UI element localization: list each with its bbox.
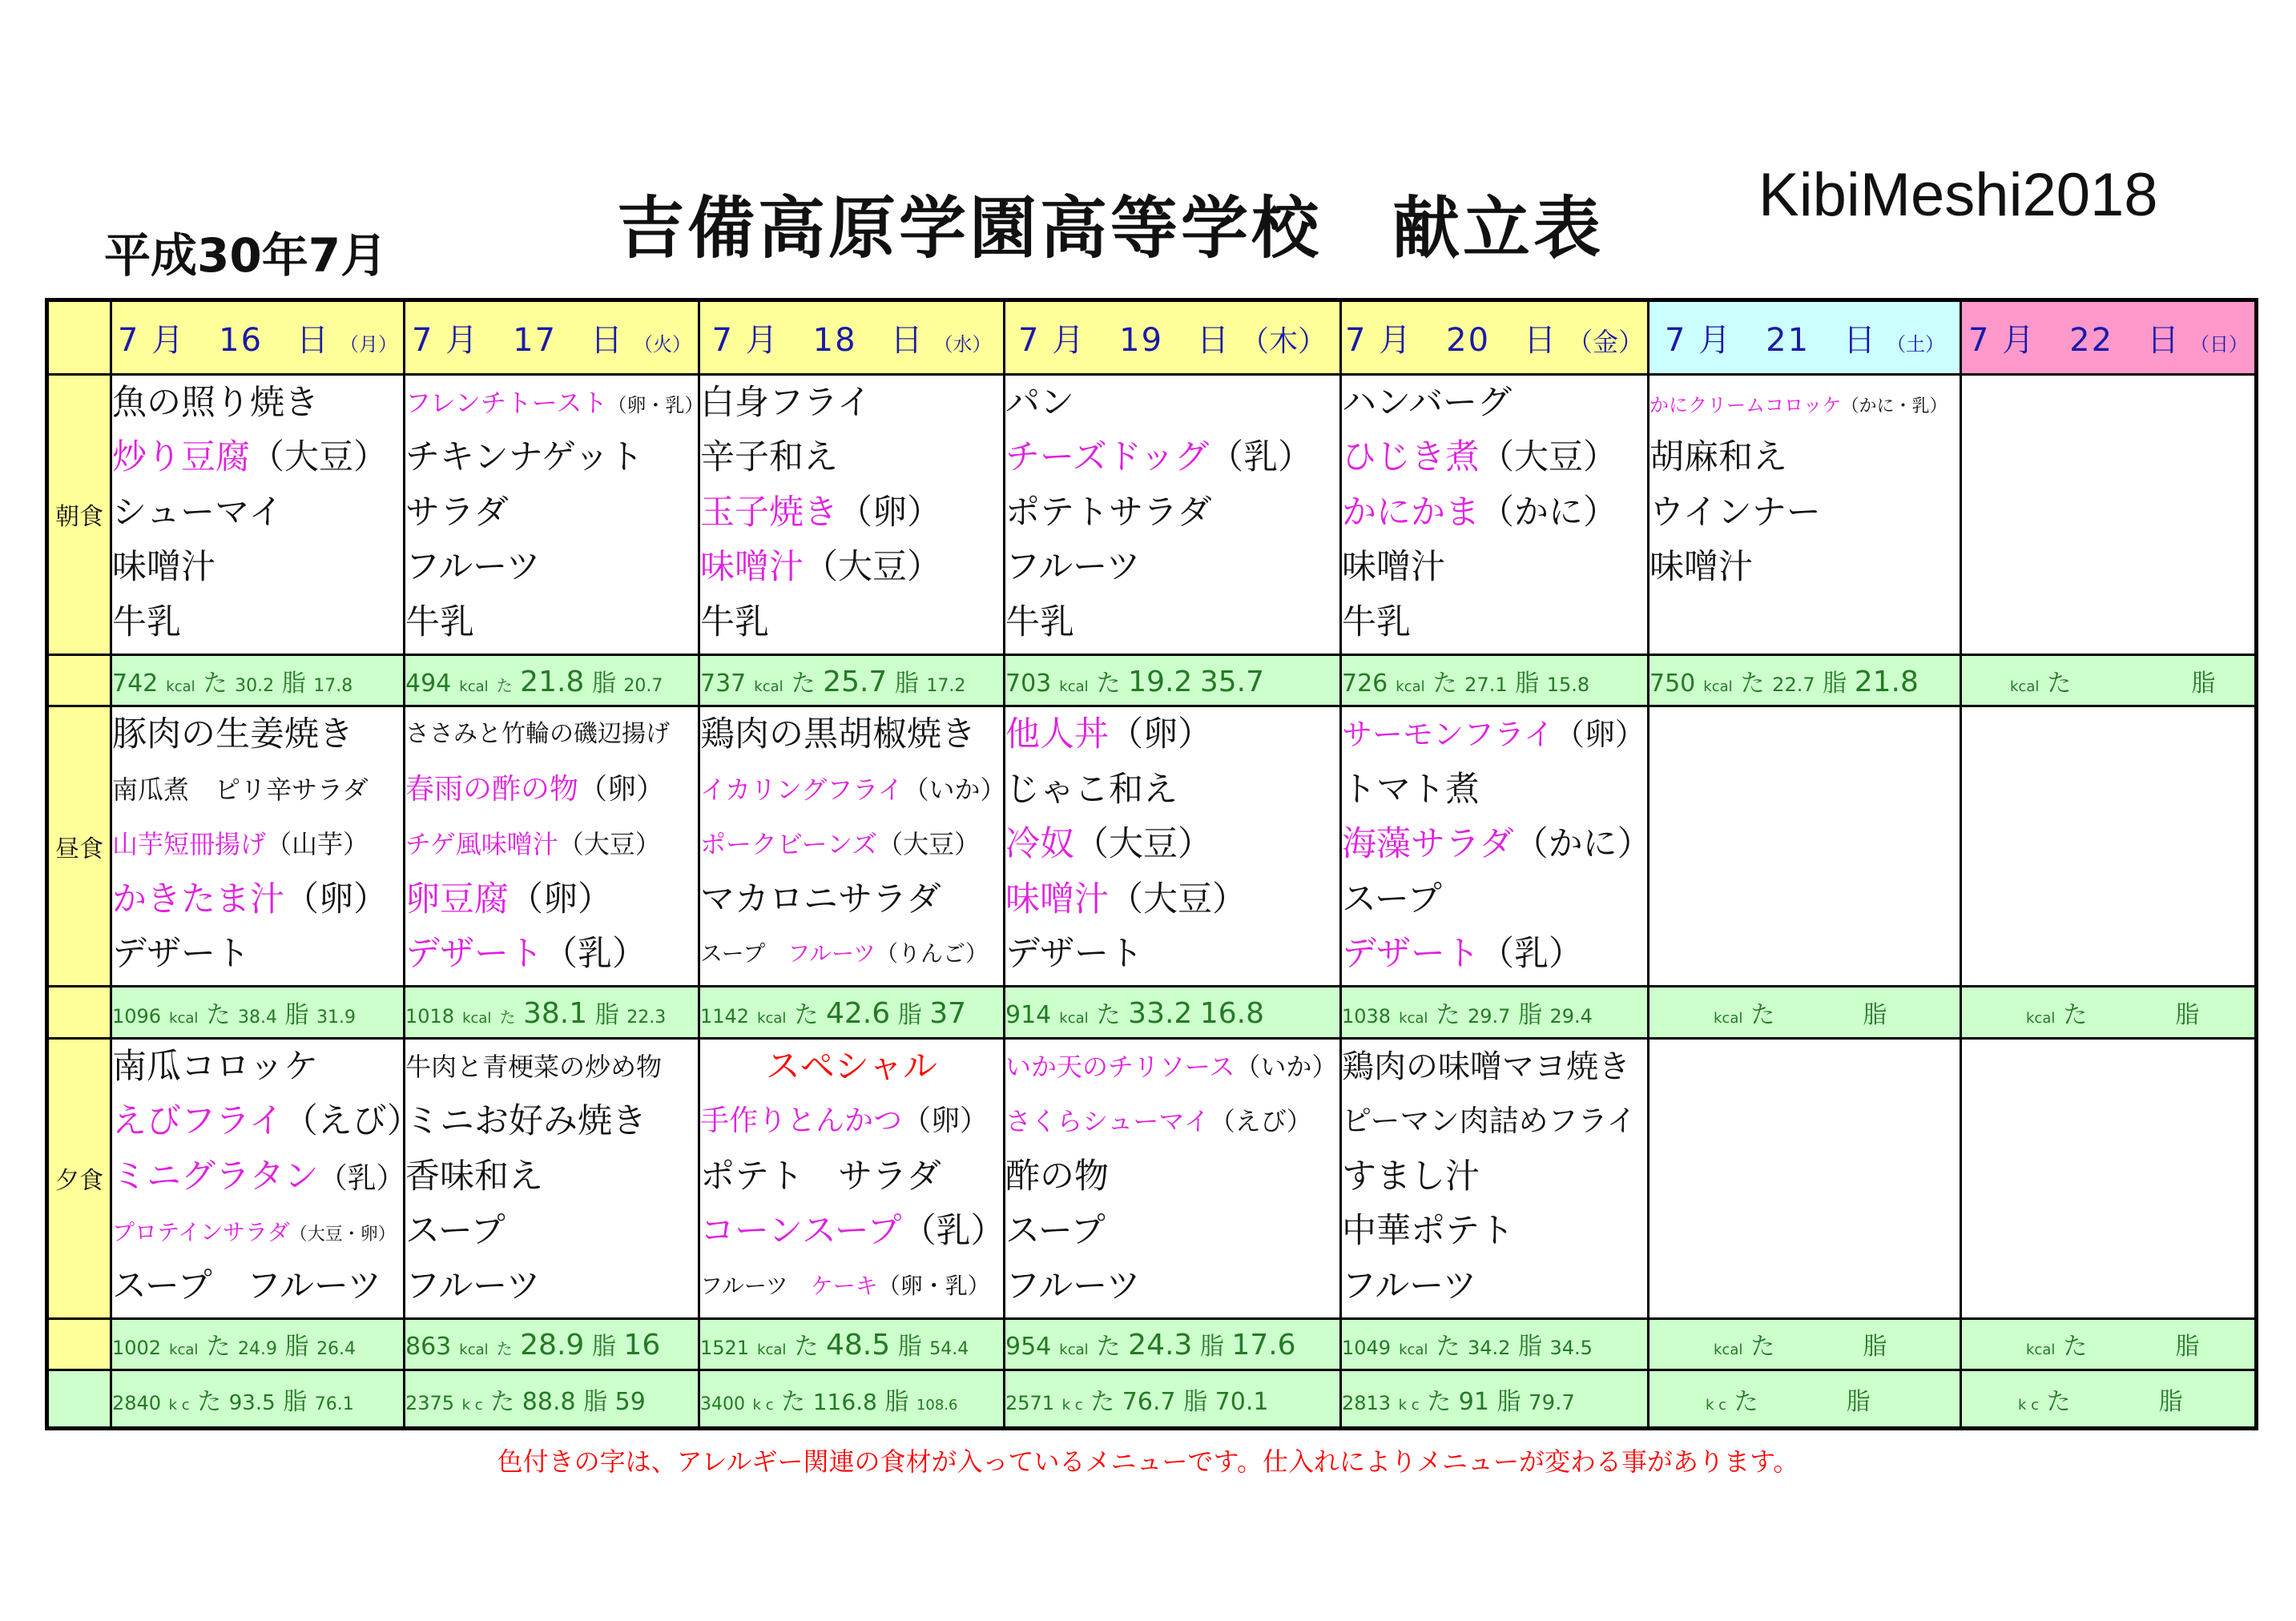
nutrition-cell: 726 kcal た 27.1 脂 15.8 [1341, 654, 1649, 706]
day-header-21: 7 月 21 日 （土） [1649, 300, 1961, 375]
nutrition-cell: 954 kcal た 24.3 脂 17.6 [1005, 1318, 1341, 1370]
total-cell: k c た 脂 [1961, 1370, 2257, 1429]
total-cell: 2840 k c た 93.5 脂 76.1 [111, 1370, 405, 1429]
lunch-nutrition-row [47, 987, 2257, 1039]
lunch-16: 豚肉の生姜焼き 南瓜煮 ピリ辛サラダ 山芋短冊揚げ（山芋） かきたま汁（卵） デザート [111, 706, 405, 987]
brand-logo-text: KibiMeshi2018 [1758, 161, 2158, 229]
nutrition-cell: 1096 kcal た 38.4 脂 31.9 [111, 987, 405, 1039]
breakfast-22 [1961, 374, 2257, 654]
nutrition-cell: 703 kcal た 19.2 35.7 [1005, 654, 1341, 706]
lunch-18: 鶏肉の黒胡椒焼き イカリングフライ（いか） ポークビーンズ（大豆） マカロニサラダ スープ フルーツ（りんご） [699, 706, 1005, 987]
day-header-16: 7 月 16 日 （月） [111, 300, 405, 375]
nutrition-cell: kcal た 脂 [1961, 987, 2257, 1039]
daily-total-row [47, 1370, 2257, 1429]
nutrition-cell: 1002 kcal た 24.9 脂 26.4 [111, 1318, 405, 1370]
day-header-19: 7 月 19 日 （木） [1005, 300, 1341, 375]
dinner-21 [1649, 1038, 1961, 1318]
dinner-18: スペシャル 手作りとんかつ（卵） ポテト サラダ コーンスープ（乳） フルーツ ケーキ（卵・乳） [699, 1038, 1005, 1318]
lunch-22 [1961, 706, 2257, 987]
total-cell: 2375 k c た 88.8 脂 59 [405, 1370, 699, 1429]
breakfast-17: フレンチトースト（卵・乳） チキンナゲット サラダ フルーツ 牛乳 [405, 374, 699, 654]
lunch-21 [1649, 706, 1961, 987]
dinner-22 [1961, 1038, 2257, 1318]
nutrition-cell: kcal た 脂 [1649, 1318, 1961, 1370]
menu-period: 平成30年7月 [104, 228, 388, 283]
dinner-17: 牛肉と青梗菜の炒め物 ミニお好み焼き 香味和え スープ フルーツ [405, 1038, 699, 1318]
lunch-20: サーモンフライ（卵） トマト煮 海藻サラダ（かに） スープ デザート（乳） [1341, 706, 1649, 987]
dinner-row [47, 1038, 2257, 1318]
day-header-17: 7 月 17 日 （火） [405, 300, 699, 375]
breakfast-18: 白身フライ 辛子和え 玉子焼き（卵） 味噌汁（大豆） 牛乳 [699, 374, 1005, 654]
total-cell: k c た 脂 [1649, 1370, 1961, 1429]
breakfast-21: かにクリームコロッケ（かに・乳） 胡麻和え ウインナー 味噌汁 [1649, 374, 1961, 654]
nutrition-cell: kcal た 脂 [1961, 1318, 2257, 1370]
nutrition-cell: 863 kcal た 28.9 脂 16 [405, 1318, 699, 1370]
lunch-label: 昼食 [47, 706, 111, 987]
date-header-row [47, 300, 2257, 375]
breakfast-nutrition-row [47, 654, 2257, 706]
dinner-label: 夕食 [47, 1038, 111, 1318]
dinner-20: 鶏肉の味噌マヨ焼き ピーマン肉詰めフライ すまし汁 中華ポテト フルーツ [1341, 1038, 1649, 1318]
breakfast-19: パン チーズドッグ（乳） ポテトサラダ フルーツ 牛乳 [1005, 374, 1341, 654]
dinner-19: いか天のチリソース（いか） さくらシューマイ（えび） 酢の物 スープ フルーツ [1005, 1038, 1341, 1318]
page-title: 吉備高原学園高等学校 献立表 [617, 189, 1605, 267]
day-header-22: 7 月 22 日 （日） [1961, 300, 2257, 375]
nutrition-cell: 1038 kcal た 29.7 脂 29.4 [1341, 987, 1649, 1039]
day-header-18: 7 月 18 日 （水） [699, 300, 1005, 375]
breakfast-label: 朝食 [47, 374, 111, 654]
total-cell: 2813 k c た 91 脂 79.7 [1341, 1370, 1649, 1429]
total-cell: 3400 k c た 116.8 脂 108.6 [699, 1370, 1005, 1429]
total-cell: 2571 k c た 76.7 脂 70.1 [1005, 1370, 1341, 1429]
nutrition-cell: kcal た 脂 [1649, 987, 1961, 1039]
dinner-16: 南瓜コロッケ えびフライ（えび） ミニグラタン（乳） プロテインサラダ（大豆・卵） スープ フルーツ [111, 1038, 405, 1318]
nutrition-cell: 1049 kcal た 34.2 脂 34.5 [1341, 1318, 1649, 1370]
nutrition-cell: 494 kcal た 21.8 脂 20.7 [405, 654, 699, 706]
nutrition-cell: kcal た 脂 [1961, 654, 2257, 706]
day-header-20: 7 月 20 日 （金） [1341, 300, 1649, 375]
menu-table [45, 298, 2258, 1430]
nutrition-cell: 914 kcal た 33.2 16.8 [1005, 987, 1341, 1039]
corner-cell [47, 300, 111, 375]
nutrition-cell: 1521 kcal た 48.5 脂 54.4 [699, 1318, 1005, 1370]
nutrition-cell: 737 kcal た 25.7 脂 17.2 [699, 654, 1005, 706]
nutrition-cell: 742 kcal た 30.2 脂 17.8 [111, 654, 405, 706]
nutrition-cell: 1018 kcal た 38.1 脂 22.3 [405, 987, 699, 1039]
nutrition-cell: 1142 kcal た 42.6 脂 37 [699, 987, 1005, 1039]
dinner-nutrition-row [47, 1318, 2257, 1370]
lunch-row [47, 706, 2257, 987]
breakfast-20: ハンバーグ ひじき煮（大豆） かにかま（かに） 味噌汁 牛乳 [1341, 374, 1649, 654]
lunch-19: 他人丼（卵） じゃこ和え 冷奴（大豆） 味噌汁（大豆） デザート [1005, 706, 1341, 987]
allergen-note: 色付きの字は、アレルギー関連の食材が入っているメニューです。仕入れによりメニューが変わる事があります。 [497, 1446, 1799, 1477]
breakfast-16: 魚の照り焼き 炒り豆腐（大豆） シューマイ 味噌汁 牛乳 [111, 374, 405, 654]
breakfast-row [47, 374, 2257, 654]
lunch-17: ささみと竹輪の磯辺揚げ 春雨の酢の物（卵） チゲ風味噌汁（大豆） 卵豆腐（卵） デザート（乳） [405, 706, 699, 987]
nutrition-cell: 750 kcal た 22.7 脂 21.8 [1649, 654, 1961, 706]
